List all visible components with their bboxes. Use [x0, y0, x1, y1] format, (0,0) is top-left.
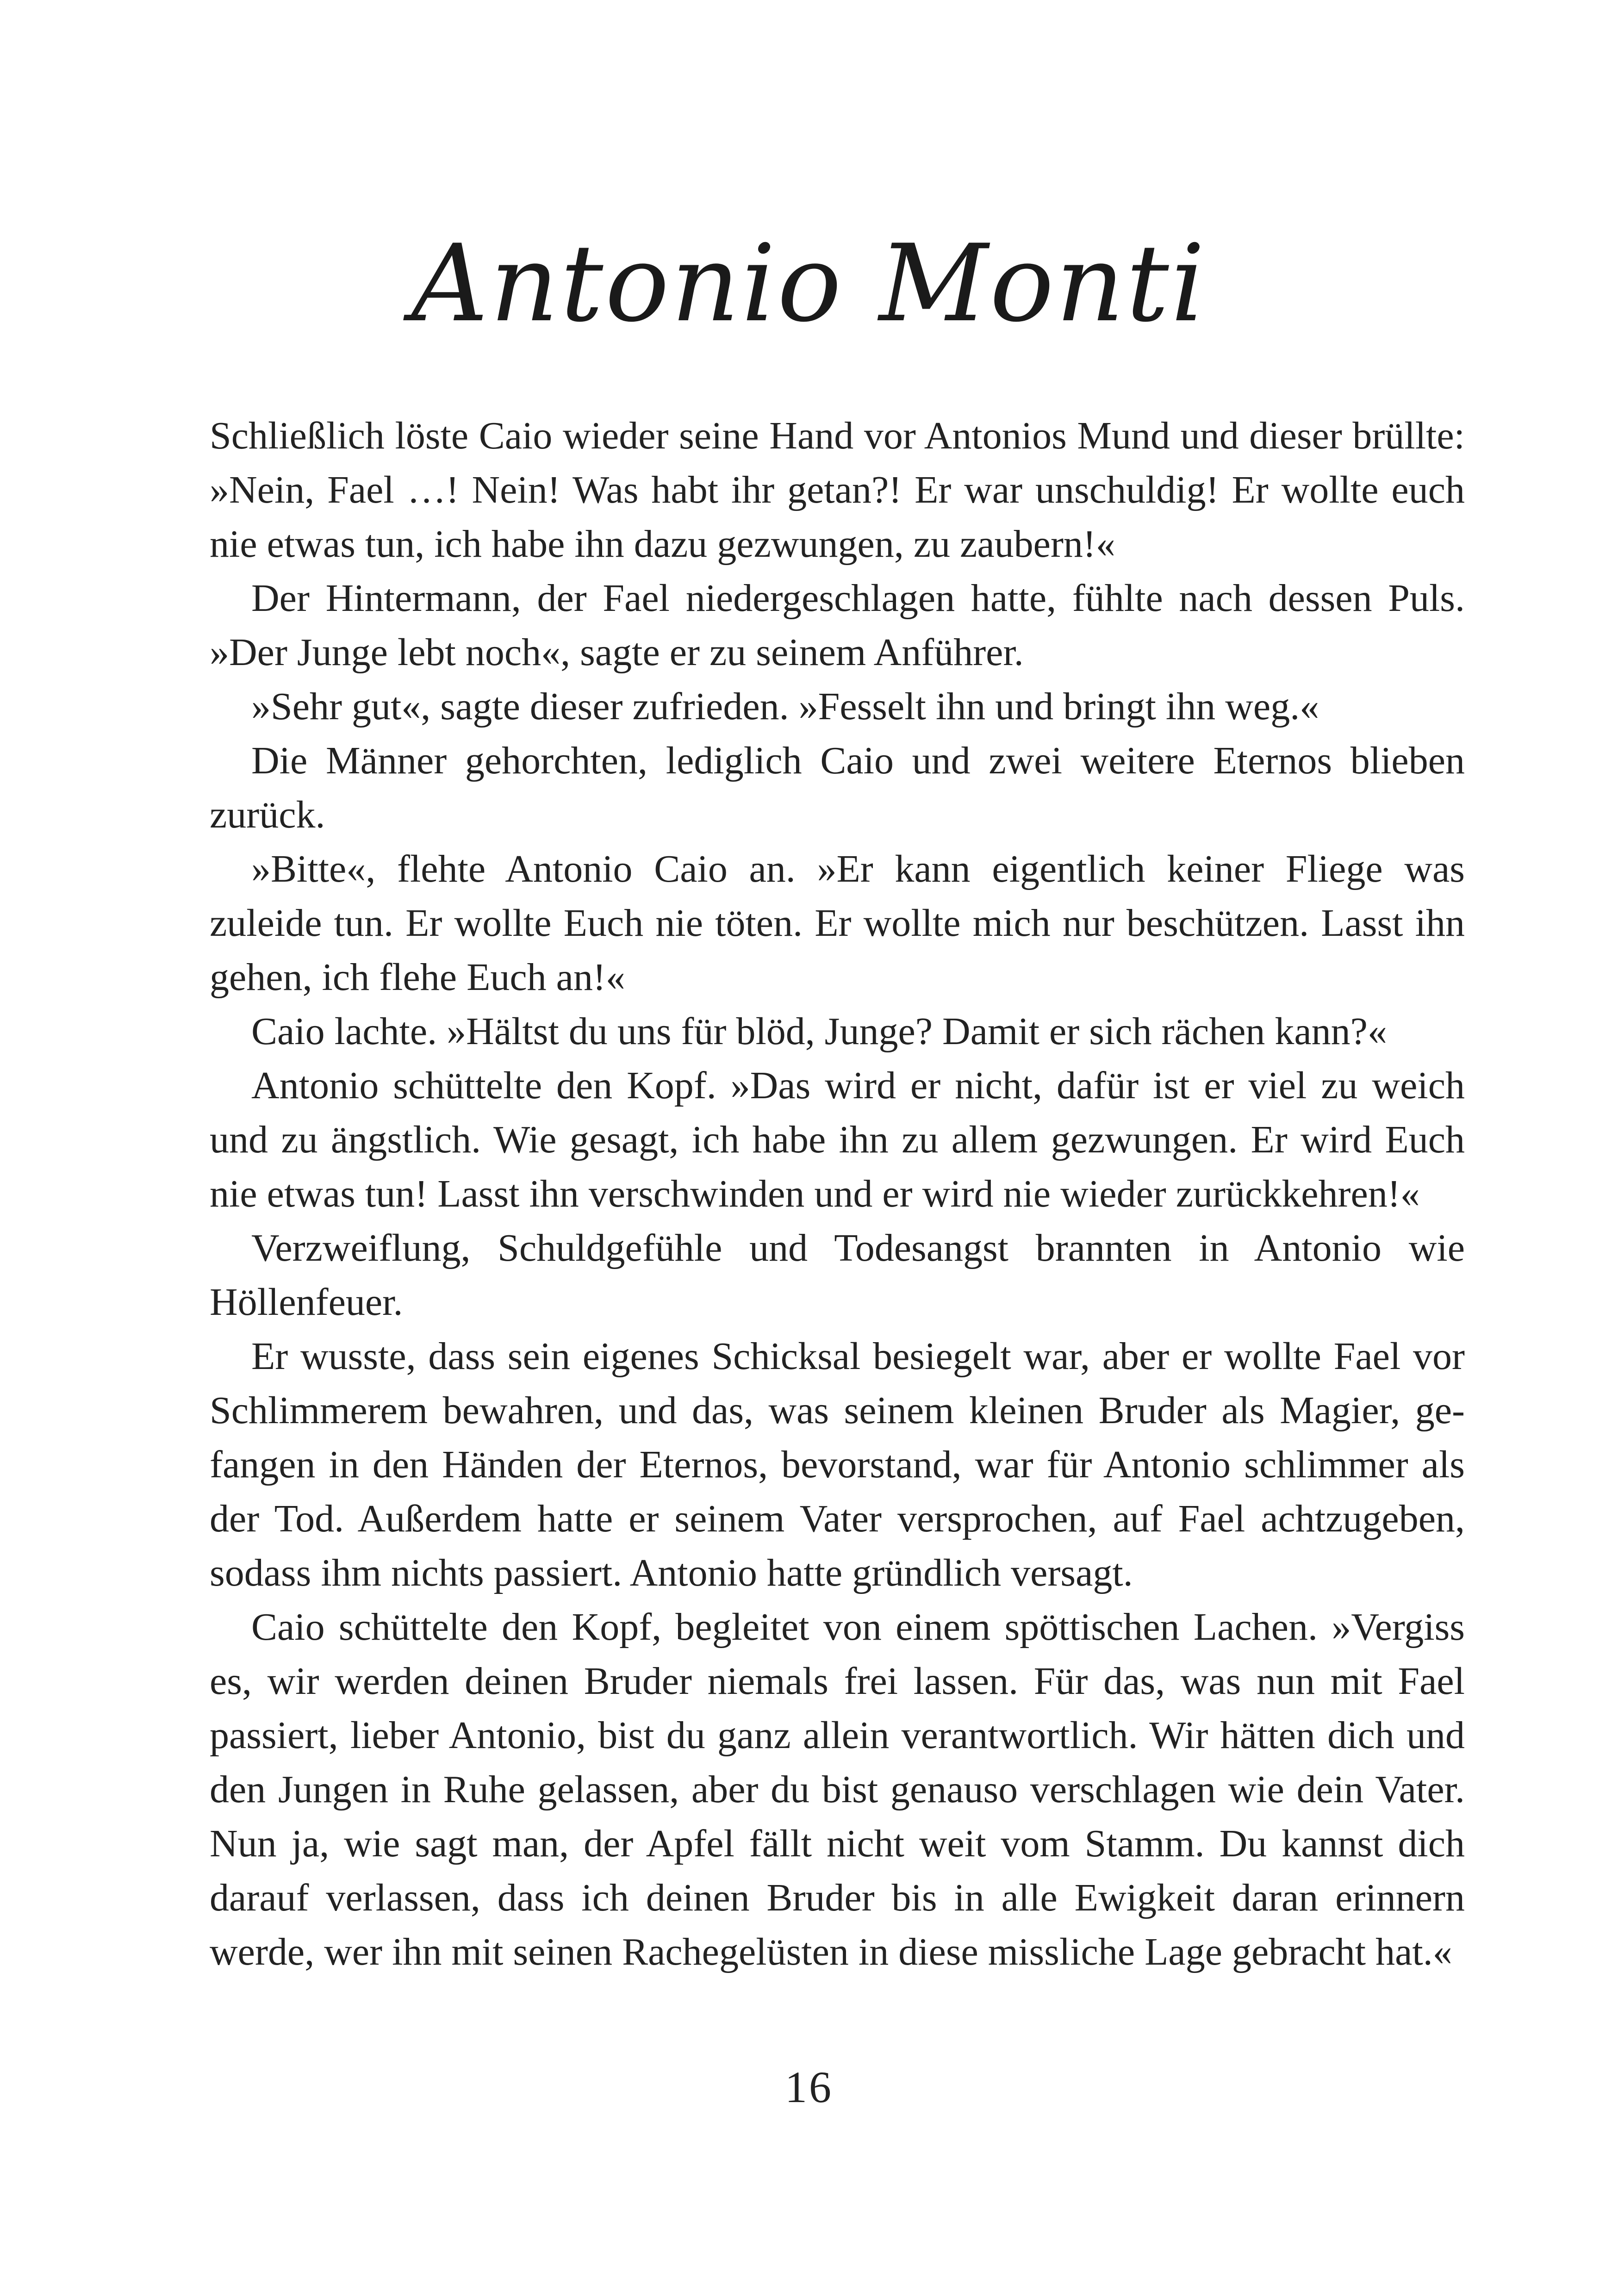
paragraph: »Sehr gut«, sagte dieser zufrieden. »Fesselt ihn und bringt ihn weg.« [251, 685, 1319, 728]
paragraph: Schließlich löste Caio wieder seine Hand vor Antonios Mund und dieser brüllte: »Nein, Fael …! Nein! Was habt ihr getan?! Er war unschuldig! Er wollte euch nie etwas tun, ich habe ihn dazu gezwungen, zu zaubern!« [210, 414, 1465, 566]
chapter-body [210, 409, 1465, 1979]
paragraph: »Bitte«, flehte Antonio Caio an. »Er kann eigentlich keiner Fliege was zuleide tun. Er wollte Euch nie töten. Er wollte mich nur beschützen. Lasst ihn gehen, ich flehe Euch an!« [210, 847, 1465, 999]
paragraph: Er wusste, dass sein eigenes Schicksal besiegelt war, aber er wollte Fael vor Schlimmerem bewahren, und das, was seinem kleinen Bruder als Magier, gefangen in den Händen der Eternos, bevorstand, war für Antonio schlimmer als der Tod. Außerdem hatte er seinem Vater versprochen, auf Fael achtzugeben, sodass ihm nichts passiert. Antonio hatte gründlich versagt. [210, 1335, 1465, 1594]
paragraph: Antonio schüttelte den Kopf. »Das wird er nicht, dafür ist er viel zu weich und zu ängstlich. Wie gesagt, ich habe ihn zu allem gezwungen. Er wird Euch nie etwas tun! Lasst ihn verschwinden und er wird nie wieder zurückkehren!« [210, 1064, 1465, 1215]
paragraph: Caio schüttelte den Kopf, begleitet von einem spöttischen Lachen. »Vergiss es, wir werden deinen Bruder niemals frei lassen. Für das, was nun mit Fael passiert, lieber Antonio, bist du ganz allein verantwortlich. Wir hätten dich und den Jungen in Ruhe gelassen, aber du bist genauso verschlagen wie dein Vater. Nun ja, wie sagt man, der Apfel fällt nicht weit vom Stamm. Du kannst dich darauf verlassen, dass ich deinen Bruder bis in alle Ewigkeit daran erinnern werde, wer ihn mit seinen Rachegelüsten in diese missliche Lage gebracht hat.« [210, 1605, 1465, 1973]
paragraph: Der Hintermann, der Fael niedergeschlagen hatte, fühlte nach dessen Puls. »Der Junge lebt noch«, sagte er zu seinem Anführer. [210, 577, 1465, 674]
paragraph: Verzweiflung, Schuldgefühle und Todesangst brannten in Antonio wie Höllenfeuer. [210, 1226, 1465, 1324]
paragraph: Caio lachte. »Hältst du uns für blöd, Junge? Damit er sich rächen kann?« [251, 1010, 1387, 1053]
page-number: 16 [785, 2062, 833, 2112]
chapter-title: Antonio Monti [411, 222, 1207, 346]
paragraph: Die Männer gehorchten, lediglich Caio und zwei weitere Eternos blieben zurück. [210, 739, 1465, 836]
